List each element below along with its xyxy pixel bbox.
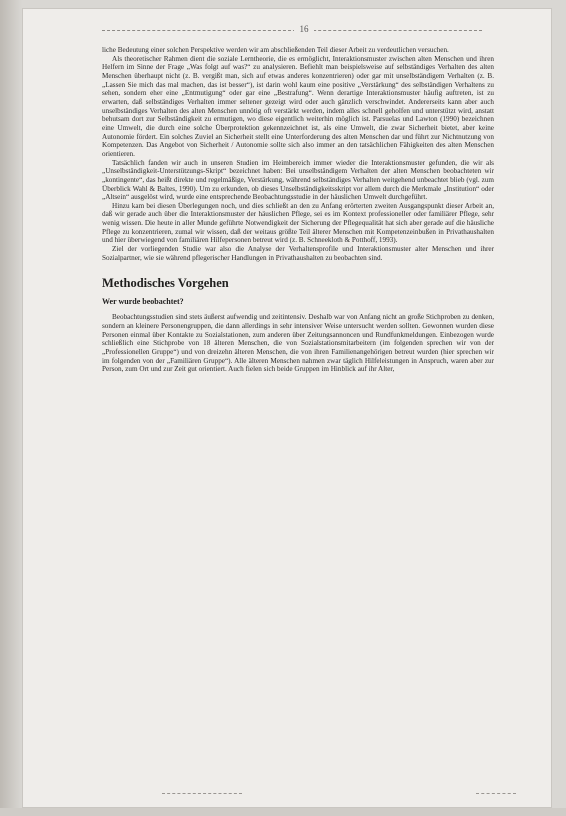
header-rule bbox=[102, 30, 482, 31]
paragraph-intro-continued: liche Bedeutung einer solchen Perspektive werden wir am abschließenden Teil dieser Arbeit zu verdeutlichen versuchen. bbox=[102, 46, 449, 54]
scan-bottom-edge bbox=[0, 808, 566, 816]
paragraph-theoretical-frame: Als theoretischer Rahmen dient die soziale Lerntheorie, die es ermöglicht, Interaktionsmuster zwischen alten Menschen und ihren Helfern im Sinne der Frage „Was folgt auf was?“ zu analysieren. Befiehlt man beispielsweise auf selbständiges Verhalten des alten Menschen überhaupt nicht (z. B. vergißt man, sich auf etwas anderes konzentrieren) oder gar mit unselbständigem Verhalten (z. B. „Lassen Sie mich das mal machen, das ist besser“), ist darin wohl kaum eine positive „Verstärkung“ des selbständigen Verhaltens zu sehen, sondern eher eine „Entmutigung“ oder gar eine „Bestrafung“. Wenn derartige Interaktionsmuster häufig auftreten, ist zu erwarten, daß selbständiges Verhalten immer seltener gezeigt wird oder auch gänzlich verschwindet. Andererseits kann aber auch unselbständiges Verhalten des alten Menschen unnötig oft verstärkt werden, indem alles schnell geholfen und unterstützt wird, anstatt behutsam dort zur Selbständigkeit zu ermutigen, wo diese eigentlich weiterhin möglich ist. Parsuelas und Lawton (1990) bezeichnen eine Umwelt, die durch eine solche Überprotektion gekennzeichnet ist, als eine Umwelt, die zwar Sicherheit bietet, aber keine Autonomie fördert. Ein solches Zuviel an Sicherheit stellt eine Unterforderung des alten Menschen dar und führt zur Nichtnutzung von Kompetenzen. Das Angebot von Sicherheit / Autonomie sollte sich also immer an den tatsächlichen Fähigkeiten des alten Menschen orientieren. bbox=[102, 54, 494, 158]
paragraph-study-goal: Ziel der vorliegenden Studie war also die Analyse der Verhaltensprofile und Interaktionsmuster alter Menschen und ihrer Sozialpartner, wie sie während pflegerischer Handlungen in Privathaushalten zu beobachten sind. bbox=[102, 245, 494, 262]
subsection-heading: Wer wurde beobachtet? bbox=[102, 297, 184, 307]
paragraph-sample: Beobachtungsstudien sind stets äußerst aufwendig und zeitintensiv. Deshalb war von Anfang nicht an große Stichproben zu denken, sondern an kleinere Personengruppen, die dann allerdings in sehr intensiver Weise untersucht werden sollten. Gewonnen wurden diese Personen einmal über Kontakte zu Sozialstationen, zum anderen über Zeitungsannoncen und Rundfunkmeldungen. Einbezogen wurde schließlich eine Stichprobe von 18 älteren Menschen, die von Sozialstationsmitarbeitern (im folgenden sprechen wir von der „Professionellen Gruppe“) und von dreizehn älteren Menschen, die von ihren Familienangehörigen betreut wurden (hier sprechen wir im folgenden von der „Familiären Gruppe“). Alle älteren Menschen nahmen zwar täglich Hilfeleistungen in Anspruch, waren aber zur Person, zum Ort und zur Zeit gut orientiert. Auch fielen sich beide Gruppen im Hinblick auf ihr Alter, bbox=[102, 313, 494, 374]
spacer bbox=[102, 290, 494, 297]
footer-rule-left bbox=[162, 793, 242, 794]
document-page bbox=[22, 8, 552, 808]
paragraph-studies-findings: Tatsächlich fanden wir auch in unseren Studien im Heimbereich immer wieder die Interaktionsmuster gefunden, die wir als „Unselbständigkeit-Unterstützungs-Skript“ bezeichnet haben: Bei unselbständigem Verhalten der alten Menschen beobachteten wir „kontingente“, das heißt direkte und regelmäßige, Verstärkung, während selbständiges Verhalten weitgehend unbeachtet blieb (vgl. zum Überblick Wahl & Baltes, 1990). Um zu erkunden, ob dieses Unselbständigkeitsskript vor allem durch die Merkmale „Institution“ oder „Altsein“ ausgelöst wird, wurde eine entsprechende Beobachtungsstudie in der häuslichen Umwelt durchgeführt. bbox=[102, 158, 494, 202]
page-body bbox=[102, 46, 494, 374]
section-heading: Methodisches Vorgehen bbox=[102, 276, 229, 291]
scan-shadow bbox=[0, 0, 22, 816]
paragraph-home-care: Hinzu kam bei diesen Überlegungen noch, und dies schließt an den zu Anfang erörterten zweiten Ausgangspunkt dieser Arbeit an, daß wir gerade auch über die Interaktionsmuster der häuslichen Pflege, sei es im Kontext professioneller oder familiärer Pflege, sehr wenig wissen. Die heute in aller Munde geführte Notwendigkeit der Sicherung der Pflegequalität hat sich aber gerade auf die häusliche Pflege zu konzentrieren, zumal wir wissen, daß der weitaus größte Teil älterer Menschen mit Kompetenzeinbußen in Privathaushalten und hier überwiegend von familiären Hilfepersonen betreut wird (z. B. Schneekloth & Potthoff, 1993). bbox=[102, 201, 494, 245]
page-number: 16 bbox=[294, 24, 314, 34]
spacer bbox=[102, 262, 494, 276]
footer-rule-right bbox=[476, 793, 516, 794]
